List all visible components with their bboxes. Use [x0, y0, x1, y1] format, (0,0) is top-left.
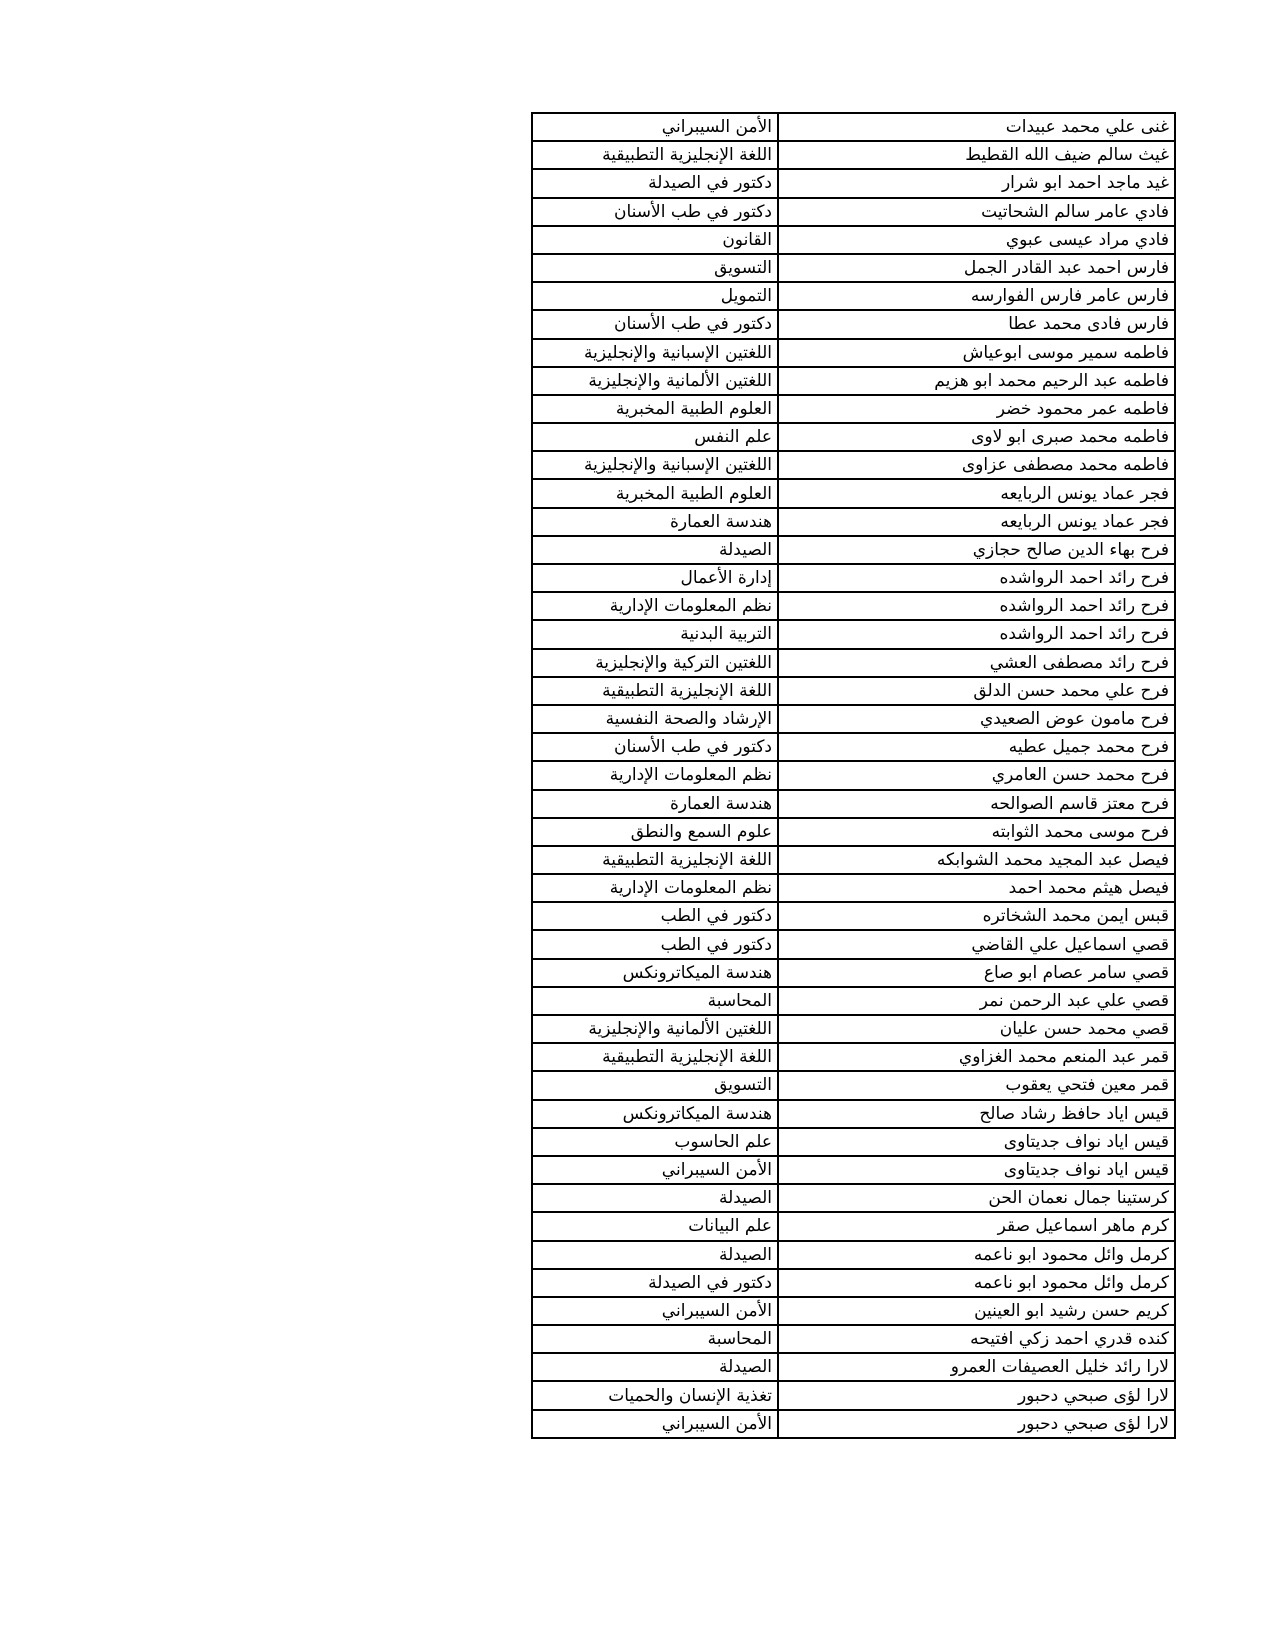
table-row: [532, 1156, 1175, 1184]
major-cell: علم النفس: [532, 423, 778, 451]
student-name-cell: فارس عامر فارس الفوارسه: [778, 282, 1175, 310]
table-row: [532, 1043, 1175, 1071]
table-row: [532, 310, 1175, 338]
table-row: [532, 1325, 1175, 1353]
major-cell: اللغتين الألمانية والإنجليزية: [532, 367, 778, 395]
student-name-cell: قبس ايمن محمد الشخاتره: [778, 902, 1175, 930]
student-name-cell: فادي مراد عيسى عبوي: [778, 226, 1175, 254]
table-row: [532, 902, 1175, 930]
table-row: [532, 367, 1175, 395]
table-row: [532, 169, 1175, 197]
student-name-cell: كرم ماهر اسماعيل صقر: [778, 1212, 1175, 1240]
table-row: [532, 339, 1175, 367]
table-row: [532, 282, 1175, 310]
student-name-cell: فاطمه عمر محمود خضر: [778, 395, 1175, 423]
table-row: [532, 677, 1175, 705]
student-name-cell: فيصل هيثم محمد احمد: [778, 874, 1175, 902]
major-cell: إدارة الأعمال: [532, 564, 778, 592]
student-name-cell: فرح رائد احمد الرواشده: [778, 592, 1175, 620]
major-cell: القانون: [532, 226, 778, 254]
table-row: [532, 1381, 1175, 1409]
student-name-cell: كرستينا جمال نعمان الحن: [778, 1184, 1175, 1212]
table-row: [532, 620, 1175, 648]
table-row: [532, 113, 1175, 141]
table-row: [532, 649, 1175, 677]
table-row: [532, 1015, 1175, 1043]
table-row: [532, 451, 1175, 479]
student-name-cell: قصي اسماعيل علي القاضي: [778, 930, 1175, 958]
major-cell: العلوم الطبية المخبرية: [532, 395, 778, 423]
major-cell: هندسة الميكاترونكس: [532, 959, 778, 987]
major-cell: دكتور في طب الأسنان: [532, 733, 778, 761]
student-name-cell: فاطمه عبد الرحيم محمد ابو هزيم: [778, 367, 1175, 395]
student-name-cell: فجر عماد يونس الربايعه: [778, 508, 1175, 536]
student-name-cell: قصي علي عبد الرحمن نمر: [778, 987, 1175, 1015]
major-cell: العلوم الطبية المخبرية: [532, 479, 778, 507]
major-cell: دكتور في طب الأسنان: [532, 198, 778, 226]
student-name-cell: لارا لؤى صبحي دحبور: [778, 1410, 1175, 1438]
table-row: [532, 1128, 1175, 1156]
student-name-cell: قيس اياد حافظ رشاد صالح: [778, 1100, 1175, 1128]
student-name-cell: لارا رائد خليل العصيفات العمرو: [778, 1353, 1175, 1381]
student-name-cell: فاطمه محمد صبرى ابو لاوى: [778, 423, 1175, 451]
table-row: [532, 959, 1175, 987]
table-row: [532, 198, 1175, 226]
major-cell: اللغتين التركية والإنجليزية: [532, 649, 778, 677]
major-cell: المحاسبة: [532, 987, 778, 1015]
major-cell: الصيدلة: [532, 536, 778, 564]
major-cell: الأمن السيبراني: [532, 113, 778, 141]
table-row: [532, 818, 1175, 846]
table-row: [532, 479, 1175, 507]
student-name-cell: كنده قدري احمد زكي افتيحه: [778, 1325, 1175, 1353]
student-name-cell: فارس فادى محمد عطا: [778, 310, 1175, 338]
table-row: [532, 1071, 1175, 1099]
major-cell: اللغة الإنجليزية التطبيقية: [532, 677, 778, 705]
table-row: [532, 846, 1175, 874]
student-name-cell: فرح موسى محمد الثوابته: [778, 818, 1175, 846]
major-cell: دكتور في الصيدلة: [532, 1269, 778, 1297]
table-row: [532, 536, 1175, 564]
table-row: [532, 987, 1175, 1015]
major-cell: هندسة العمارة: [532, 508, 778, 536]
table-row: [532, 592, 1175, 620]
major-cell: الأمن السيبراني: [532, 1156, 778, 1184]
student-name-cell: كريم حسن رشيد ابو العينين: [778, 1297, 1175, 1325]
table-row: [532, 761, 1175, 789]
major-cell: دكتور في الطب: [532, 930, 778, 958]
major-cell: نظم المعلومات الإدارية: [532, 761, 778, 789]
table-row: [532, 564, 1175, 592]
student-name-cell: قمر معين فتحي يعقوب: [778, 1071, 1175, 1099]
major-cell: نظم المعلومات الإدارية: [532, 592, 778, 620]
table-body: [532, 113, 1175, 1438]
major-cell: دكتور في طب الأسنان: [532, 310, 778, 338]
major-cell: اللغتين الإسبانية والإنجليزية: [532, 451, 778, 479]
table-row: [532, 254, 1175, 282]
major-cell: المحاسبة: [532, 1325, 778, 1353]
student-name-cell: فرح رائد احمد الرواشده: [778, 564, 1175, 592]
table-row: [532, 705, 1175, 733]
student-name-cell: فرح رائد مصطفى العشي: [778, 649, 1175, 677]
major-cell: علم الحاسوب: [532, 1128, 778, 1156]
student-name-cell: غيد ماجد احمد ابو شرار: [778, 169, 1175, 197]
table-row: [532, 1184, 1175, 1212]
table-row: [532, 141, 1175, 169]
student-name-cell: فاطمه سمير موسى ابوعياش: [778, 339, 1175, 367]
student-name-cell: قيس اياد نواف جديتاوى: [778, 1156, 1175, 1184]
table-row: [532, 790, 1175, 818]
table-row: [532, 1269, 1175, 1297]
table-row: [532, 423, 1175, 451]
student-name-cell: غنى علي محمد عبيدات: [778, 113, 1175, 141]
major-cell: الأمن السيبراني: [532, 1297, 778, 1325]
student-name-cell: فادي عامر سالم الشحاتيت: [778, 198, 1175, 226]
student-name-cell: فرح محمد حسن العامري: [778, 761, 1175, 789]
table-row: [532, 1100, 1175, 1128]
major-cell: علوم السمع والنطق: [532, 818, 778, 846]
student-name-cell: قصي محمد حسن عليان: [778, 1015, 1175, 1043]
student-name-cell: فرح مامون عوض الصعيدي: [778, 705, 1175, 733]
student-name-cell: فجر عماد يونس الربايعه: [778, 479, 1175, 507]
major-cell: التسويق: [532, 254, 778, 282]
major-cell: التربية البدنية: [532, 620, 778, 648]
major-cell: التمويل: [532, 282, 778, 310]
major-cell: اللغة الإنجليزية التطبيقية: [532, 1043, 778, 1071]
major-cell: دكتور في الصيدلة: [532, 169, 778, 197]
table-row: [532, 508, 1175, 536]
table-row: [532, 1410, 1175, 1438]
student-name-cell: غيث سالم ضيف الله القطيط: [778, 141, 1175, 169]
table-row: [532, 226, 1175, 254]
student-name-cell: قيس اياد نواف جديتاوى: [778, 1128, 1175, 1156]
major-cell: نظم المعلومات الإدارية: [532, 874, 778, 902]
major-cell: الأمن السيبراني: [532, 1410, 778, 1438]
table-row: [532, 733, 1175, 761]
major-cell: هندسة العمارة: [532, 790, 778, 818]
student-name-cell: كرمل وائل محمود ابو ناعمه: [778, 1241, 1175, 1269]
table-row: [532, 395, 1175, 423]
student-name-cell: فيصل عبد المجيد محمد الشوابكه: [778, 846, 1175, 874]
major-cell: اللغتين الإسبانية والإنجليزية: [532, 339, 778, 367]
student-name-cell: قصي سامر عصام ابو صاع: [778, 959, 1175, 987]
table-row: [532, 1353, 1175, 1381]
major-cell: الإرشاد والصحة النفسية: [532, 705, 778, 733]
major-cell: هندسة الميكاترونكس: [532, 1100, 778, 1128]
major-cell: تغذية الإنسان والحميات: [532, 1381, 778, 1409]
table-row: [532, 874, 1175, 902]
major-cell: الصيدلة: [532, 1184, 778, 1212]
major-cell: التسويق: [532, 1071, 778, 1099]
student-name-cell: كرمل وائل محمود ابو ناعمه: [778, 1269, 1175, 1297]
table-row: [532, 1241, 1175, 1269]
major-cell: دكتور في الطب: [532, 902, 778, 930]
major-cell: الصيدلة: [532, 1241, 778, 1269]
names-majors-table: [531, 112, 1176, 1439]
student-name-cell: فرح رائد احمد الرواشده: [778, 620, 1175, 648]
major-cell: اللغة الإنجليزية التطبيقية: [532, 846, 778, 874]
student-name-cell: قمر عبد المنعم محمد الغزاوي: [778, 1043, 1175, 1071]
table-row: [532, 930, 1175, 958]
major-cell: اللغتين الألمانية والإنجليزية: [532, 1015, 778, 1043]
table-row: [532, 1212, 1175, 1240]
major-cell: علم البيانات: [532, 1212, 778, 1240]
table-row: [532, 1297, 1175, 1325]
major-cell: الصيدلة: [532, 1353, 778, 1381]
student-name-cell: فارس احمد عبد القادر الجمل: [778, 254, 1175, 282]
student-name-cell: فرح معتز قاسم الصوالحه: [778, 790, 1175, 818]
student-name-cell: فرح محمد جميل عطيه: [778, 733, 1175, 761]
student-name-cell: فرح علي محمد حسن الدلق: [778, 677, 1175, 705]
student-name-cell: فاطمه محمد مصطفى عزاوى: [778, 451, 1175, 479]
major-cell: اللغة الإنجليزية التطبيقية: [532, 141, 778, 169]
student-name-cell: لارا لؤى صبحي دحبور: [778, 1381, 1175, 1409]
student-name-cell: فرح بهاء الدين صالح حجازي: [778, 536, 1175, 564]
